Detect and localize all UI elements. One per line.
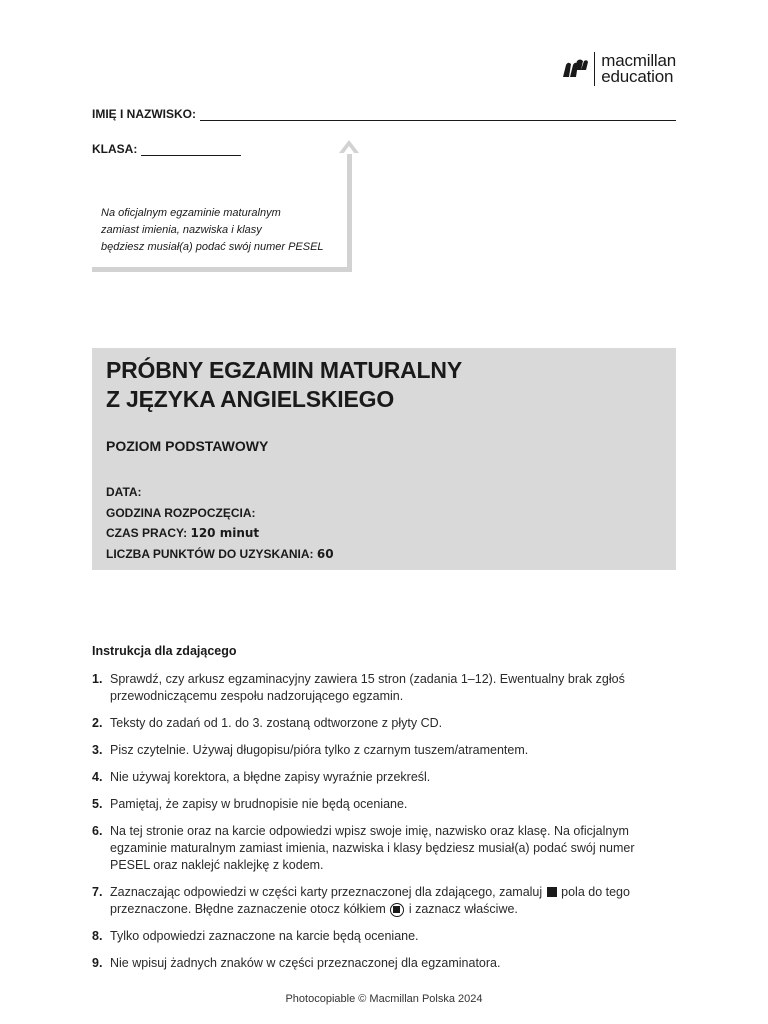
duration-label: CZAS PRACY:	[106, 526, 188, 540]
circled-square-icon	[390, 903, 404, 917]
pesel-note-line-2: zamiast imienia, nazwiska i klasy	[101, 224, 262, 236]
instruction-text: Tylko odpowiedzi zaznaczone na karcie będą oceniane.	[110, 929, 419, 943]
pesel-note-line-3: będziesz musiał(a) podać swój numer PESEL	[101, 241, 324, 253]
exam-duration	[106, 523, 334, 544]
instruction-text	[110, 884, 676, 918]
instruction-item	[92, 955, 676, 972]
points-label: LICZBA PUNKTÓW DO UZYSKANIA:	[106, 546, 314, 561]
instruction-item	[92, 742, 676, 759]
exam-date	[106, 482, 334, 503]
instruction-number: 4.	[92, 770, 103, 784]
pesel-arrow-base	[92, 267, 352, 272]
instruction-number: 9.	[92, 956, 103, 970]
exam-title	[106, 356, 462, 414]
exam-title-line-2: Z JĘZYKA ANGIELSKIEGO	[106, 386, 395, 412]
instruction-number: 2.	[92, 716, 103, 730]
name-label: IMIĘ I NAZWISKO:	[92, 107, 196, 121]
logo-line-2: education	[601, 67, 674, 86]
exam-level: POZIOM PODSTAWOWY	[106, 438, 269, 454]
exam-start-time	[106, 503, 334, 524]
footer-copyright: Photocopiable © Macmillan Polska 2024	[285, 993, 483, 1005]
start-label: GODZINA ROZPOCZĘCIA:	[106, 505, 256, 520]
exam-title-line-1: PRÓBNY EGZAMIN MATURALNY	[106, 357, 462, 383]
logo-line-1: macmillan	[601, 51, 676, 70]
macmillan-logo-icon	[562, 58, 588, 80]
date-label: DATA:	[106, 485, 142, 499]
pesel-arrow-shaft	[347, 150, 352, 271]
logo-text	[601, 53, 676, 85]
name-line[interactable]	[200, 107, 676, 121]
instruction-number: 3.	[92, 743, 103, 757]
macmillan-logo	[562, 52, 676, 86]
instruction-item	[92, 715, 676, 732]
name-field[interactable]	[92, 107, 676, 121]
class-line[interactable]	[141, 142, 241, 156]
class-label: KLASA:	[92, 142, 138, 156]
instruction-item	[92, 671, 676, 705]
instruction-text-part-c: i zaznacz właściwe.	[408, 902, 518, 916]
instruction-number: 7.	[92, 885, 103, 899]
instruction-number: 8.	[92, 929, 103, 943]
instruction-number: 1.	[92, 672, 103, 686]
instruction-text-part-a: Zaznaczając odpowiedzi w części karty przeznaczonej dla zdającego, zamaluj	[110, 885, 543, 899]
instruction-text: Pisz czytelnie. Używaj długopisu/pióra tylko z czarnym tuszem/atramentem.	[110, 743, 529, 757]
instruction-text-part-b: pola do tego przeznaczone. Błędne zaznaczenie otocz kółkiem	[110, 885, 630, 916]
instruction-item	[92, 928, 676, 945]
instruction-item	[92, 884, 676, 918]
class-field[interactable]	[92, 142, 241, 156]
filled-square-icon	[547, 887, 557, 897]
instruction-item	[92, 823, 676, 874]
instruction-item	[92, 769, 676, 786]
instructions-heading: Instrukcja dla zdającego	[92, 644, 237, 658]
exam-title-box	[92, 348, 676, 570]
logo-separator	[594, 52, 595, 86]
pesel-note-line-1: Na oficjalnym egzaminie maturalnym	[101, 207, 281, 219]
instruction-text: Pamiętaj, że zapisy w brudnopisie nie będą oceniane.	[110, 797, 408, 811]
instruction-text: Sprawdź, czy arkusz egzaminacyjny zawiera 15 stron (zadania 1–12). Ewentualny brak zgłoś przewodniczącemu zespołu nadzorującego egzamin.	[110, 672, 625, 703]
instruction-text: Na tej stronie oraz na karcie odpowiedzi wpisz swoje imię, nazwisko oraz klasę. Na oficjalnym egzaminie maturalnym zamiast imienia, nazwiska i klasy będziesz musiał(a) podać swój numer PESEL oraz naklejć naklejkę z kodem.	[110, 824, 635, 872]
pesel-note	[101, 205, 341, 256]
instruction-text: Nie używaj korektora, a błędne zapisy wyraźnie przekreśl.	[110, 770, 431, 784]
instruction-number: 6.	[92, 824, 103, 838]
instruction-text: Teksty do zadań od 1. do 3. zostaną odtworzone z płyty CD.	[110, 716, 443, 730]
exam-meta	[106, 482, 334, 564]
points-value: 60	[316, 546, 334, 561]
instructions-list	[92, 671, 676, 982]
instruction-text: Nie wpisuj żadnych znaków w części przeznaczonej dla egzaminatora.	[110, 956, 501, 970]
instruction-item	[92, 796, 676, 813]
instruction-number: 5.	[92, 797, 103, 811]
pesel-arrow-inner	[343, 146, 355, 154]
duration-value: 120 minut	[190, 526, 260, 540]
exam-points	[106, 544, 334, 565]
